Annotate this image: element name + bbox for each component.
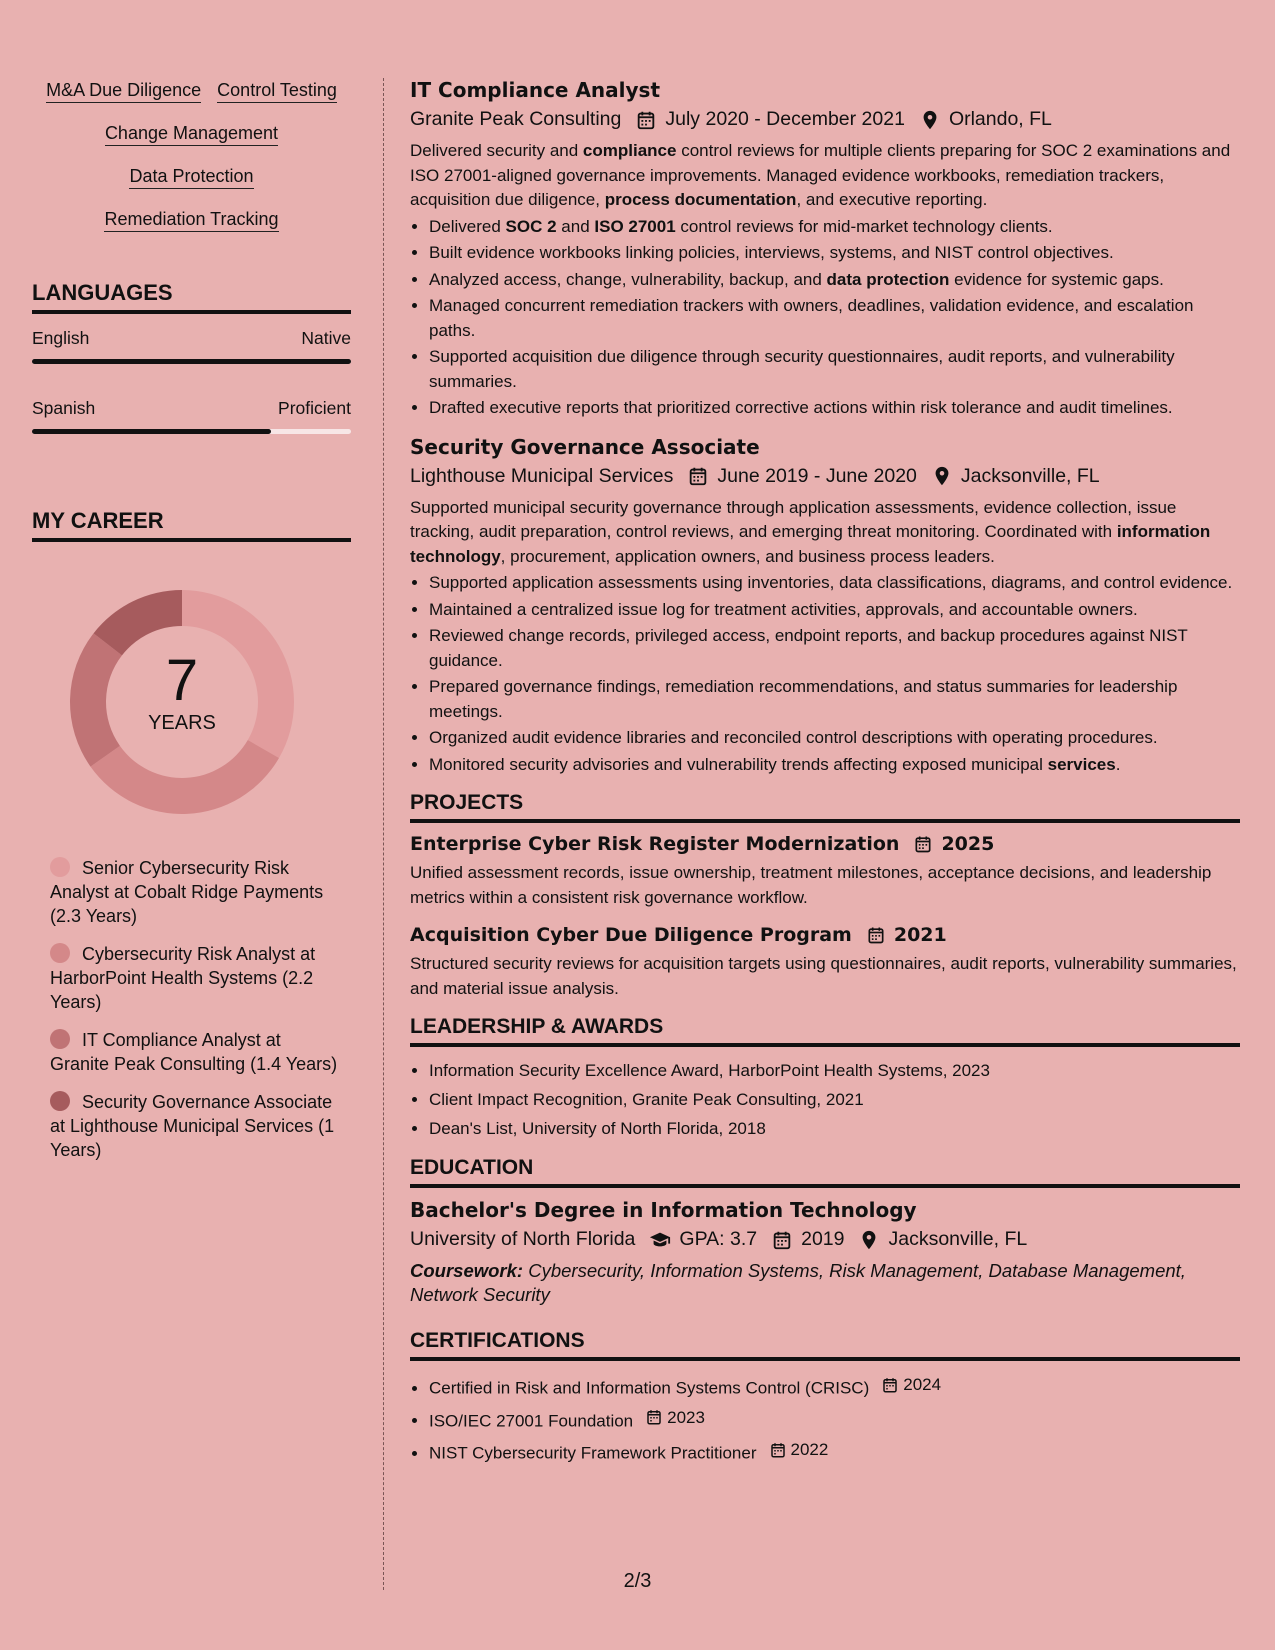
career-legend-item xyxy=(50,1028,340,1076)
job-bullet: • Analyzed access, change, vulnerability, backup, and data protection evidence for systemic gaps. xyxy=(429,268,1240,293)
legend-dot xyxy=(50,857,70,877)
project-entry xyxy=(410,924,1240,1001)
job-entry xyxy=(410,435,1240,778)
award-item: • Client Impact Recognition, Granite Peak Consulting, 2021 xyxy=(429,1086,1240,1113)
calendar-icon xyxy=(687,465,709,487)
skill-row xyxy=(32,123,351,146)
education-year: 2019 xyxy=(801,1228,845,1250)
certifications-heading: CERTIFICATIONS xyxy=(410,1329,1240,1361)
certification-year: 2022 xyxy=(790,1440,829,1459)
skill-row xyxy=(32,166,351,189)
coursework-label: Coursework: xyxy=(410,1260,524,1281)
coursework-list: Cybersecurity, Information Systems, Risk Management, Database Management, Network Security xyxy=(410,1260,1186,1305)
job-bullet: • Organized audit evidence libraries and reconciled control descriptions with operating procedures. xyxy=(429,726,1240,751)
coursework xyxy=(410,1259,1240,1307)
job-bullet: • Prepared governance findings, remediation recommendations, and status summaries for leadership meetings. xyxy=(429,675,1240,724)
career-legend-item xyxy=(50,856,340,928)
job-location: Jacksonville, FL xyxy=(960,464,1100,487)
job-bullet: • Maintained a centralized issue log for treatment activities, approvals, and accountable owners. xyxy=(429,598,1240,623)
project-title: Enterprise Cyber Risk Register Modernization xyxy=(410,833,900,855)
awards-heading: LEADERSHIP & AWARDS xyxy=(410,1015,1240,1047)
project-year: 2021 xyxy=(893,924,947,946)
job-bullet: • Delivered SOC 2 and ISO 27001 control reviews for mid-market technology clients. xyxy=(429,215,1240,240)
skill-row xyxy=(32,80,351,103)
job-bullet: • Built evidence workbooks linking policies, interviews, systems, and NIST control objectives. xyxy=(429,241,1240,266)
calendar-icon xyxy=(866,925,886,945)
certification-name: NIST Cybersecurity Framework Practitioner xyxy=(429,1443,757,1463)
job-bullets xyxy=(410,571,1240,777)
certification-item xyxy=(429,1404,1240,1435)
job-company: Granite Peak Consulting xyxy=(410,108,622,130)
map-pin-icon xyxy=(931,465,953,487)
map-pin-icon xyxy=(858,1229,880,1251)
sidebar xyxy=(32,80,351,1176)
language-bar xyxy=(32,359,351,364)
job-bullet: • Managed concurrent remediation trackers with owners, deadlines, validation evidence, and escalation paths. xyxy=(429,294,1240,343)
project-description: Unified assessment records, issue ownership, treatment milestones, acceptance decisions, and leadership metrics within a consistent risk governance workflow. xyxy=(410,863,1212,907)
career-legend-label: Senior Cybersecurity Risk Analyst at Cobalt Ridge Payments (2.3 Years) xyxy=(50,858,324,926)
job-title: IT Compliance Analyst xyxy=(410,78,661,102)
map-pin-icon xyxy=(919,109,941,131)
skill-tag: Data Protection xyxy=(129,166,253,189)
job-summary: Delivered security and compliance control reviews for multiple clients preparing for SOC 2 examinations and ISO 27001-aligned governance improvements. Managed evidence workbooks, remediation trackers, acquisition due diligence, process documentation, and executive reporting. xyxy=(410,141,1231,209)
project-title-row xyxy=(410,833,1240,855)
skill-tag: Change Management xyxy=(105,123,278,146)
calendar-icon xyxy=(769,1441,787,1459)
career-legend-label: Security Governance Associate at Lighthouse Municipal Services (1 Years) xyxy=(50,1092,335,1160)
job-meta xyxy=(410,108,1240,131)
career-legend-item xyxy=(50,942,340,1014)
career-years-unit: YEARS xyxy=(148,712,216,734)
language-item xyxy=(32,398,351,434)
job-bullet: • Monitored security advisories and vulnerability trends affecting exposed municipal services. xyxy=(429,753,1240,778)
language-bar-fill xyxy=(32,429,271,434)
job-bullet: • Drafted executive reports that prioritized corrective actions within risk tolerance and audit timelines. xyxy=(429,396,1240,421)
project-title: Acquisition Cyber Due Diligence Program xyxy=(410,924,852,946)
certifications-list xyxy=(410,1371,1240,1467)
language-bar-fill xyxy=(32,359,351,364)
career-heading: MY CAREER xyxy=(32,508,351,542)
award-item: • Information Security Excellence Award, HarborPoint Health Systems, 2023 xyxy=(429,1057,1240,1084)
language-level: Native xyxy=(301,328,351,348)
certification-name: Certified in Risk and Information Systems Control (CRISC) xyxy=(429,1378,870,1398)
certification-name: ISO/IEC 27001 Foundation xyxy=(429,1411,634,1430)
project-year: 2025 xyxy=(941,833,995,855)
certification-year: 2024 xyxy=(903,1375,942,1394)
job-entry xyxy=(410,78,1240,421)
donut-center xyxy=(62,582,302,822)
award-item: • Dean's List, University of North Florida, 2018 xyxy=(429,1115,1240,1142)
career-legend-label: Cybersecurity Risk Analyst at HarborPoint Health Systems (2.2 Years) xyxy=(50,944,316,1012)
calendar-icon xyxy=(635,109,657,131)
job-meta xyxy=(410,465,1240,488)
education-gpa: GPA: 3.7 xyxy=(679,1228,758,1250)
certification-item xyxy=(429,1436,1240,1467)
language-bar xyxy=(32,429,351,434)
page-number: 2/3 xyxy=(623,1570,652,1592)
calendar-icon xyxy=(645,1408,663,1426)
career-donut-chart xyxy=(62,582,302,822)
career-legend xyxy=(50,856,340,1162)
job-company: Lighthouse Municipal Services xyxy=(410,464,674,487)
job-bullet: • Reviewed change records, privileged access, endpoint reports, and backup procedures against NIST guidance. xyxy=(429,624,1240,673)
certification-year: 2023 xyxy=(667,1407,705,1427)
language-item xyxy=(32,328,351,364)
main-content xyxy=(410,78,1240,1469)
skill-tag: M&A Due Diligence xyxy=(46,80,201,103)
language-name: Spanish xyxy=(32,398,96,418)
project-description: Structured security reviews for acquisition targets using questionnaires, audit reports, vulnerability summaries, and material issue analysis. xyxy=(410,954,1237,998)
job-bullets xyxy=(410,215,1240,421)
job-bullet: • Supported application assessments using inventories, data classifications, diagrams, and control evidence. xyxy=(429,571,1240,596)
languages-heading: LANGUAGES xyxy=(32,280,351,314)
calendar-icon xyxy=(881,1376,899,1394)
job-dates: June 2019 - June 2020 xyxy=(717,464,917,487)
education-heading: EDUCATION xyxy=(410,1156,1240,1188)
calendar-icon xyxy=(771,1229,793,1251)
projects-heading: PROJECTS xyxy=(410,791,1240,823)
job-location: Orlando, FL xyxy=(948,108,1052,130)
certification-item xyxy=(429,1371,1240,1402)
skills-list xyxy=(32,80,351,232)
project-entry xyxy=(410,833,1240,910)
skill-tag: Remediation Tracking xyxy=(104,209,278,232)
career-legend-item xyxy=(50,1090,340,1162)
legend-dot xyxy=(50,1091,70,1111)
graduation-cap-icon xyxy=(649,1229,671,1251)
awards-list xyxy=(410,1057,1240,1142)
project-title-row xyxy=(410,924,1240,946)
education-meta xyxy=(410,1228,1240,1251)
degree-title: Bachelor's Degree in Information Technology xyxy=(410,1198,917,1222)
career-legend-label: IT Compliance Analyst at Granite Peak Consulting (1.4 Years) xyxy=(50,1030,338,1074)
language-name: English xyxy=(32,328,90,348)
education-entry xyxy=(410,1198,1240,1307)
legend-dot xyxy=(50,1029,70,1049)
legend-dot xyxy=(50,943,70,963)
school-name: University of North Florida xyxy=(410,1228,636,1250)
language-level: Proficient xyxy=(278,398,351,418)
education-location: Jacksonville, FL xyxy=(888,1228,1028,1250)
job-title: Security Governance Associate xyxy=(410,434,760,459)
column-divider xyxy=(383,78,384,1590)
skill-tag: Control Testing xyxy=(217,80,337,103)
job-summary: Supported municipal security governance through application assessments, evidence collection, issue tracking, audit preparation, control reviews, and emerging threat monitoring. Coordinated with information technology, procurement, application owners, and business process leaders. xyxy=(410,497,1211,566)
job-dates: July 2020 - December 2021 xyxy=(665,108,905,130)
skill-row xyxy=(32,209,351,232)
calendar-icon xyxy=(913,834,933,854)
job-bullet: • Supported acquisition due diligence through security questionnaires, audit reports, and vulnerability summaries. xyxy=(429,345,1240,394)
career-total-years: 7 xyxy=(165,648,199,713)
